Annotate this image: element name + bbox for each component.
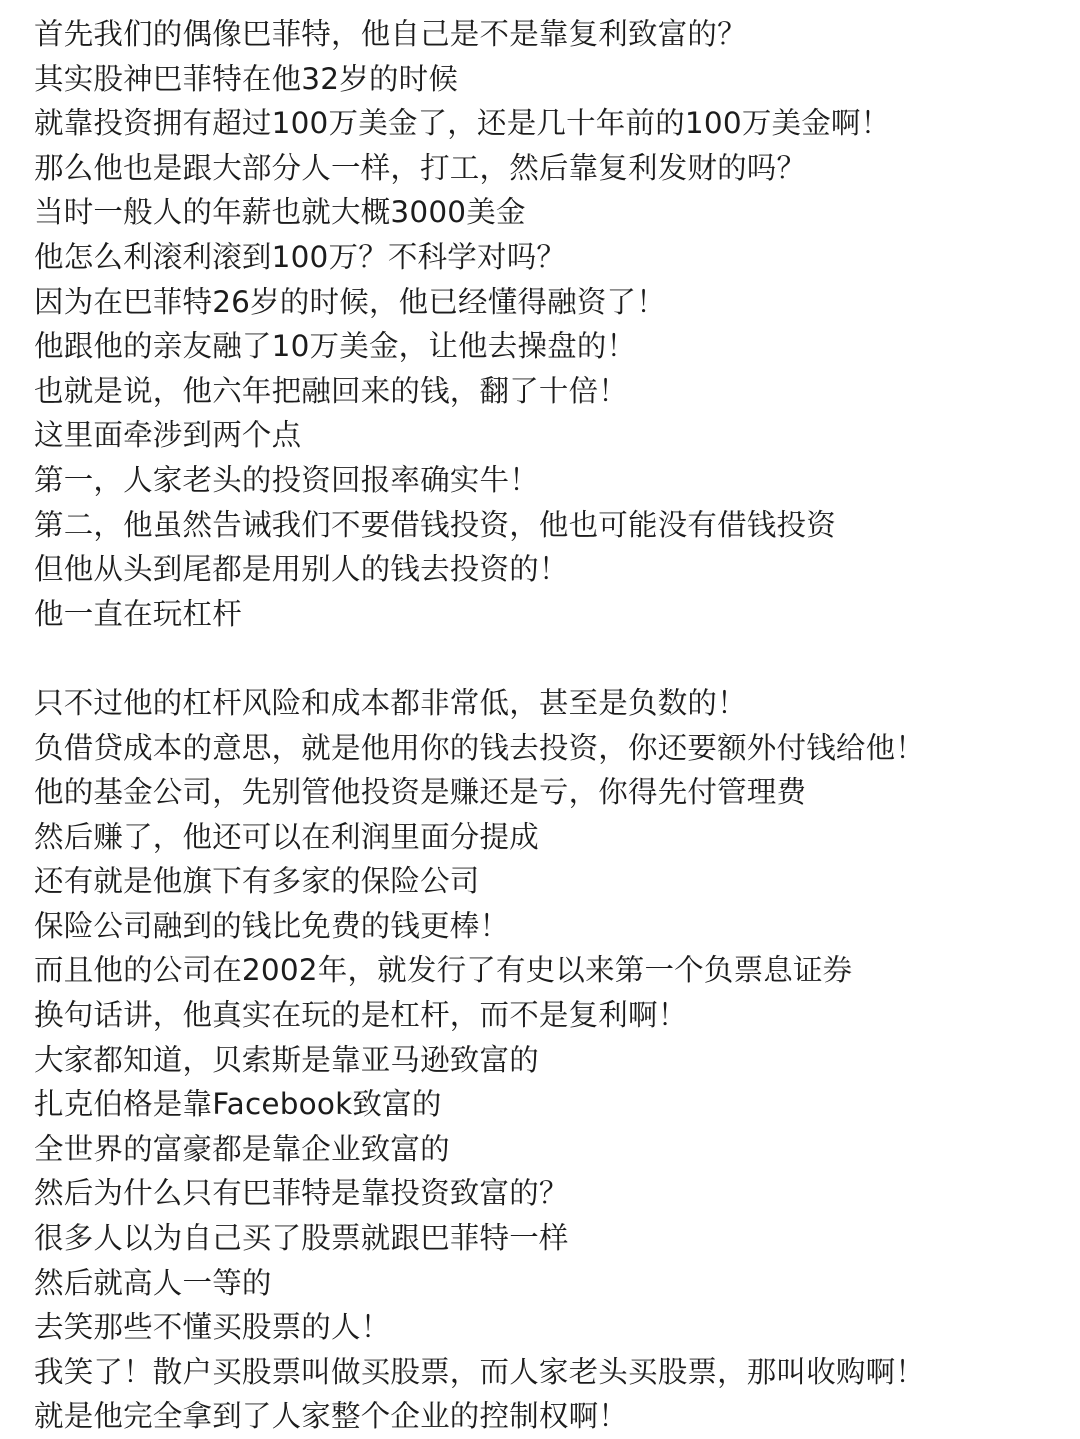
text-line: 然后赚了，他还可以在利润里面分提成 — [34, 819, 539, 854]
text-line: 然后为什么只有巴菲特是靠投资致富的？ — [34, 1176, 569, 1211]
text-line: 然后就高人一等的 — [34, 1265, 272, 1300]
text-line: 负借贷成本的意思，就是他用你的钱去投资，你还要额外付钱给他！ — [34, 730, 926, 765]
text-line: 也就是说，他六年把融回来的钱，翻了十倍！ — [34, 373, 629, 408]
paragraph-2 — [34, 681, 1074, 1439]
text-line: 这里面牵涉到两个点 — [34, 418, 302, 453]
text-line: 他怎么利滚利滚到100万？不科学对吗？ — [34, 239, 567, 274]
text-line: 第二，他虽然告诫我们不要借钱投资，他也可能没有借钱投资 — [34, 507, 836, 542]
text-line: 只不过他的杠杆风险和成本都非常低，甚至是负数的！ — [34, 685, 747, 720]
text-line: 首先我们的偶像巴菲特，他自己是不是靠复利致富的？ — [34, 17, 747, 51]
text-line: 我笑了！散户买股票叫做买股票，而人家老头买股票，那叫收购啊！ — [34, 1354, 926, 1389]
text-line: 很多人以为自己买了股票就跟巴菲特一样 — [34, 1221, 569, 1256]
text-line: 但他从头到尾都是用别人的钱去投资的！ — [34, 552, 569, 587]
text-line: 因为在巴菲特26岁的时候，他已经懂得融资了！ — [34, 284, 666, 319]
text-line: 就靠投资拥有超过100万美金了，还是几十年前的100万美金啊！ — [34, 106, 891, 141]
text-line: 他一直在玩杠杆 — [34, 596, 242, 631]
paragraph-gap — [34, 636, 1074, 681]
text-line: 而且他的公司在2002年，就发行了有史以来第一个负票息证券 — [34, 953, 853, 988]
text-line: 他的基金公司，先别管他投资是赚还是亏，你得先付管理费 — [34, 775, 807, 810]
text-line: 当时一般人的年薪也就大概3000美金 — [34, 195, 526, 230]
text-line: 还有就是他旗下有多家的保险公司 — [34, 864, 480, 899]
text-line: 第一，人家老头的投资回报率确实牛！ — [34, 462, 539, 497]
text-line: 大家都知道，贝索斯是靠亚马逊致富的 — [34, 1042, 539, 1077]
document-body — [34, 12, 1074, 1439]
text-line: 其实股神巴菲特在他32岁的时候 — [34, 61, 459, 96]
text-line: 去笑那些不懂买股票的人！ — [34, 1310, 391, 1345]
text-line: 扎克伯格是靠Facebook致富的 — [34, 1087, 442, 1122]
text-line: 那么他也是跟大部分人一样，打工，然后靠复利发财的吗？ — [34, 150, 807, 185]
text-line: 他跟他的亲友融了10万美金，让他去操盘的！ — [34, 329, 637, 364]
text-line: 就是他完全拿到了人家整个企业的控制权啊！ — [34, 1399, 629, 1434]
text-line: 全世界的富豪都是靠企业致富的 — [34, 1131, 450, 1166]
text-line: 换句话讲，他真实在玩的是杠杆，而不是复利啊！ — [34, 998, 688, 1033]
text-line: 保险公司融到的钱比免费的钱更棒！ — [34, 908, 510, 943]
paragraph-1 — [34, 12, 1074, 636]
